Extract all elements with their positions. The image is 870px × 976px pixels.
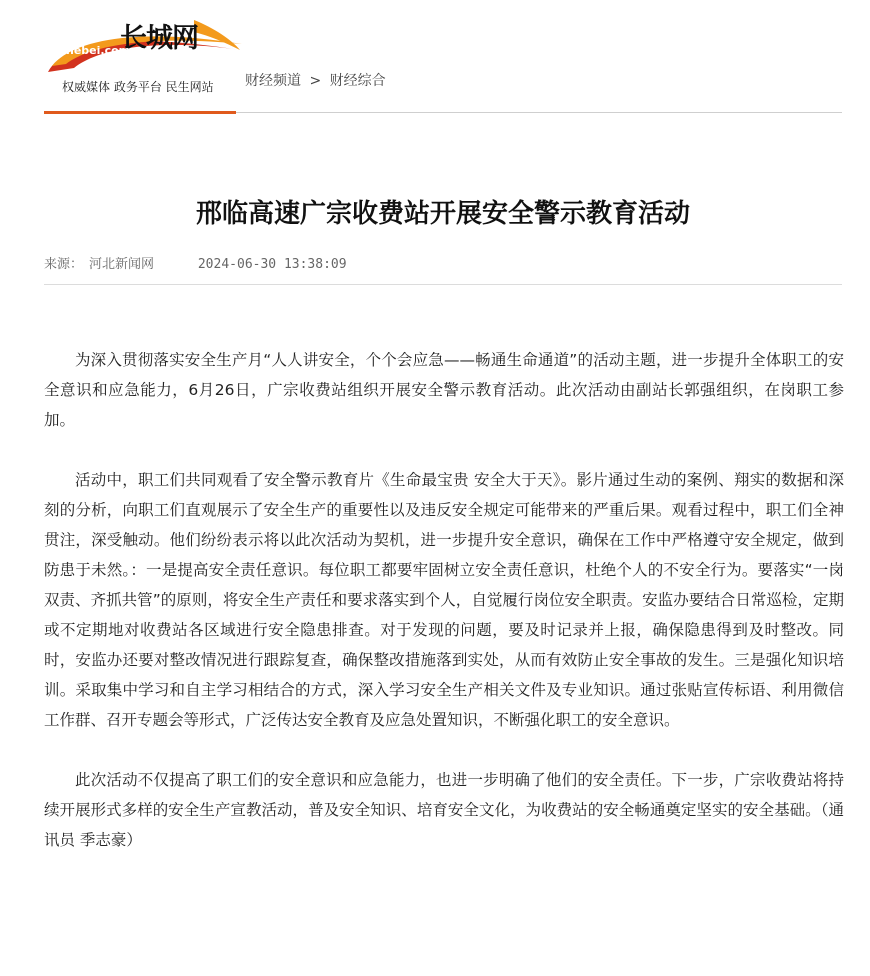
site-slogan: 权威媒体 政务平台 民生网站 (62, 80, 214, 94)
site-header (0, 0, 870, 116)
breadcrumb-separator: > (309, 73, 322, 89)
article-paragraph: 活动中，职工们共同观看了安全警示教育片《生命最宝贵 安全大于天》。影片通过生动的案例、翔实的数据和深刻的分析，向职工们直观展示了安全生产的重要性以及违反安全规定可能带来的严重后果。观看过程中，职工们全神贯注，深受触动。他们纷纷表示将以此次活动为契机，进一步提升安全意识，确保在工作中严格遵守安全规定，做到防患于未然。：一是提高安全责任意识。每位职工都要牢固树立安全责任意识，杜绝个人的不安全行为。要落实“一岗双责、齐抓共管”的原则，将安全生产责任和要求落实到个人，自觉履行岗位安全职责。安监办要结合日常巡检，定期或不定期地对收费站各区域进行安全隐患排查。对于发现的问题，要及时记录并上报，确保隐患得到及时整改。同时，安监办还要对整改情况进行跟踪复查，确保整改措施落到实处，从而有效防止安全事故的发生。三是强化知识培训。采取集中学习和自主学习相结合的方式，深入学习安全生产相关文件及专业知识。通过张贴宣传标语、利用微信工作群、召开专题会等形式，广泛传达安全教育及应急处置知识，不断强化职工的安全意识。 (44, 471, 844, 729)
logo-domain: hebei.com.cn (66, 44, 149, 57)
header-accent-bar (44, 111, 236, 114)
site-logo[interactable] (44, 14, 244, 100)
article-title: 邢临高速广宗收费站开展安全警示教育活动 (195, 199, 690, 230)
breadcrumb (245, 70, 386, 90)
source-label: 来源： (44, 257, 84, 272)
article-body (44, 345, 844, 885)
publish-datetime: 2024-06-30 13:38:09 (197, 257, 347, 272)
article-paragraph: 为深入贯彻落实安全生产月“人人讲安全，个个会应急——畅通生命通道”的活动主题，进一步提升全体职工的安全意识和应急能力，6月26日，广宗收费站组织开展安全警示教育活动。此次活动由副站长郭强组织，在岗职工参加。 (44, 351, 844, 429)
source-name: 河北新闻网 (89, 257, 155, 272)
logo-wordmark: 长城网 (120, 23, 198, 54)
meta-divider (44, 284, 842, 285)
article-paragraph: 此次活动不仅提高了职工们的安全意识和应急能力，也进一步明确了他们的安全责任。下一步，广宗收费站将持续开展形式多样的安全生产宣教活动，普及安全知识、培育安全文化，为收费站的安全畅通奠定坚实的安全基础。（通讯员 季志豪） (44, 771, 844, 849)
breadcrumb-channel-link[interactable]: 财经频道 (245, 73, 301, 89)
article-meta (44, 253, 347, 272)
breadcrumb-section-link[interactable]: 财经综合 (329, 73, 386, 89)
